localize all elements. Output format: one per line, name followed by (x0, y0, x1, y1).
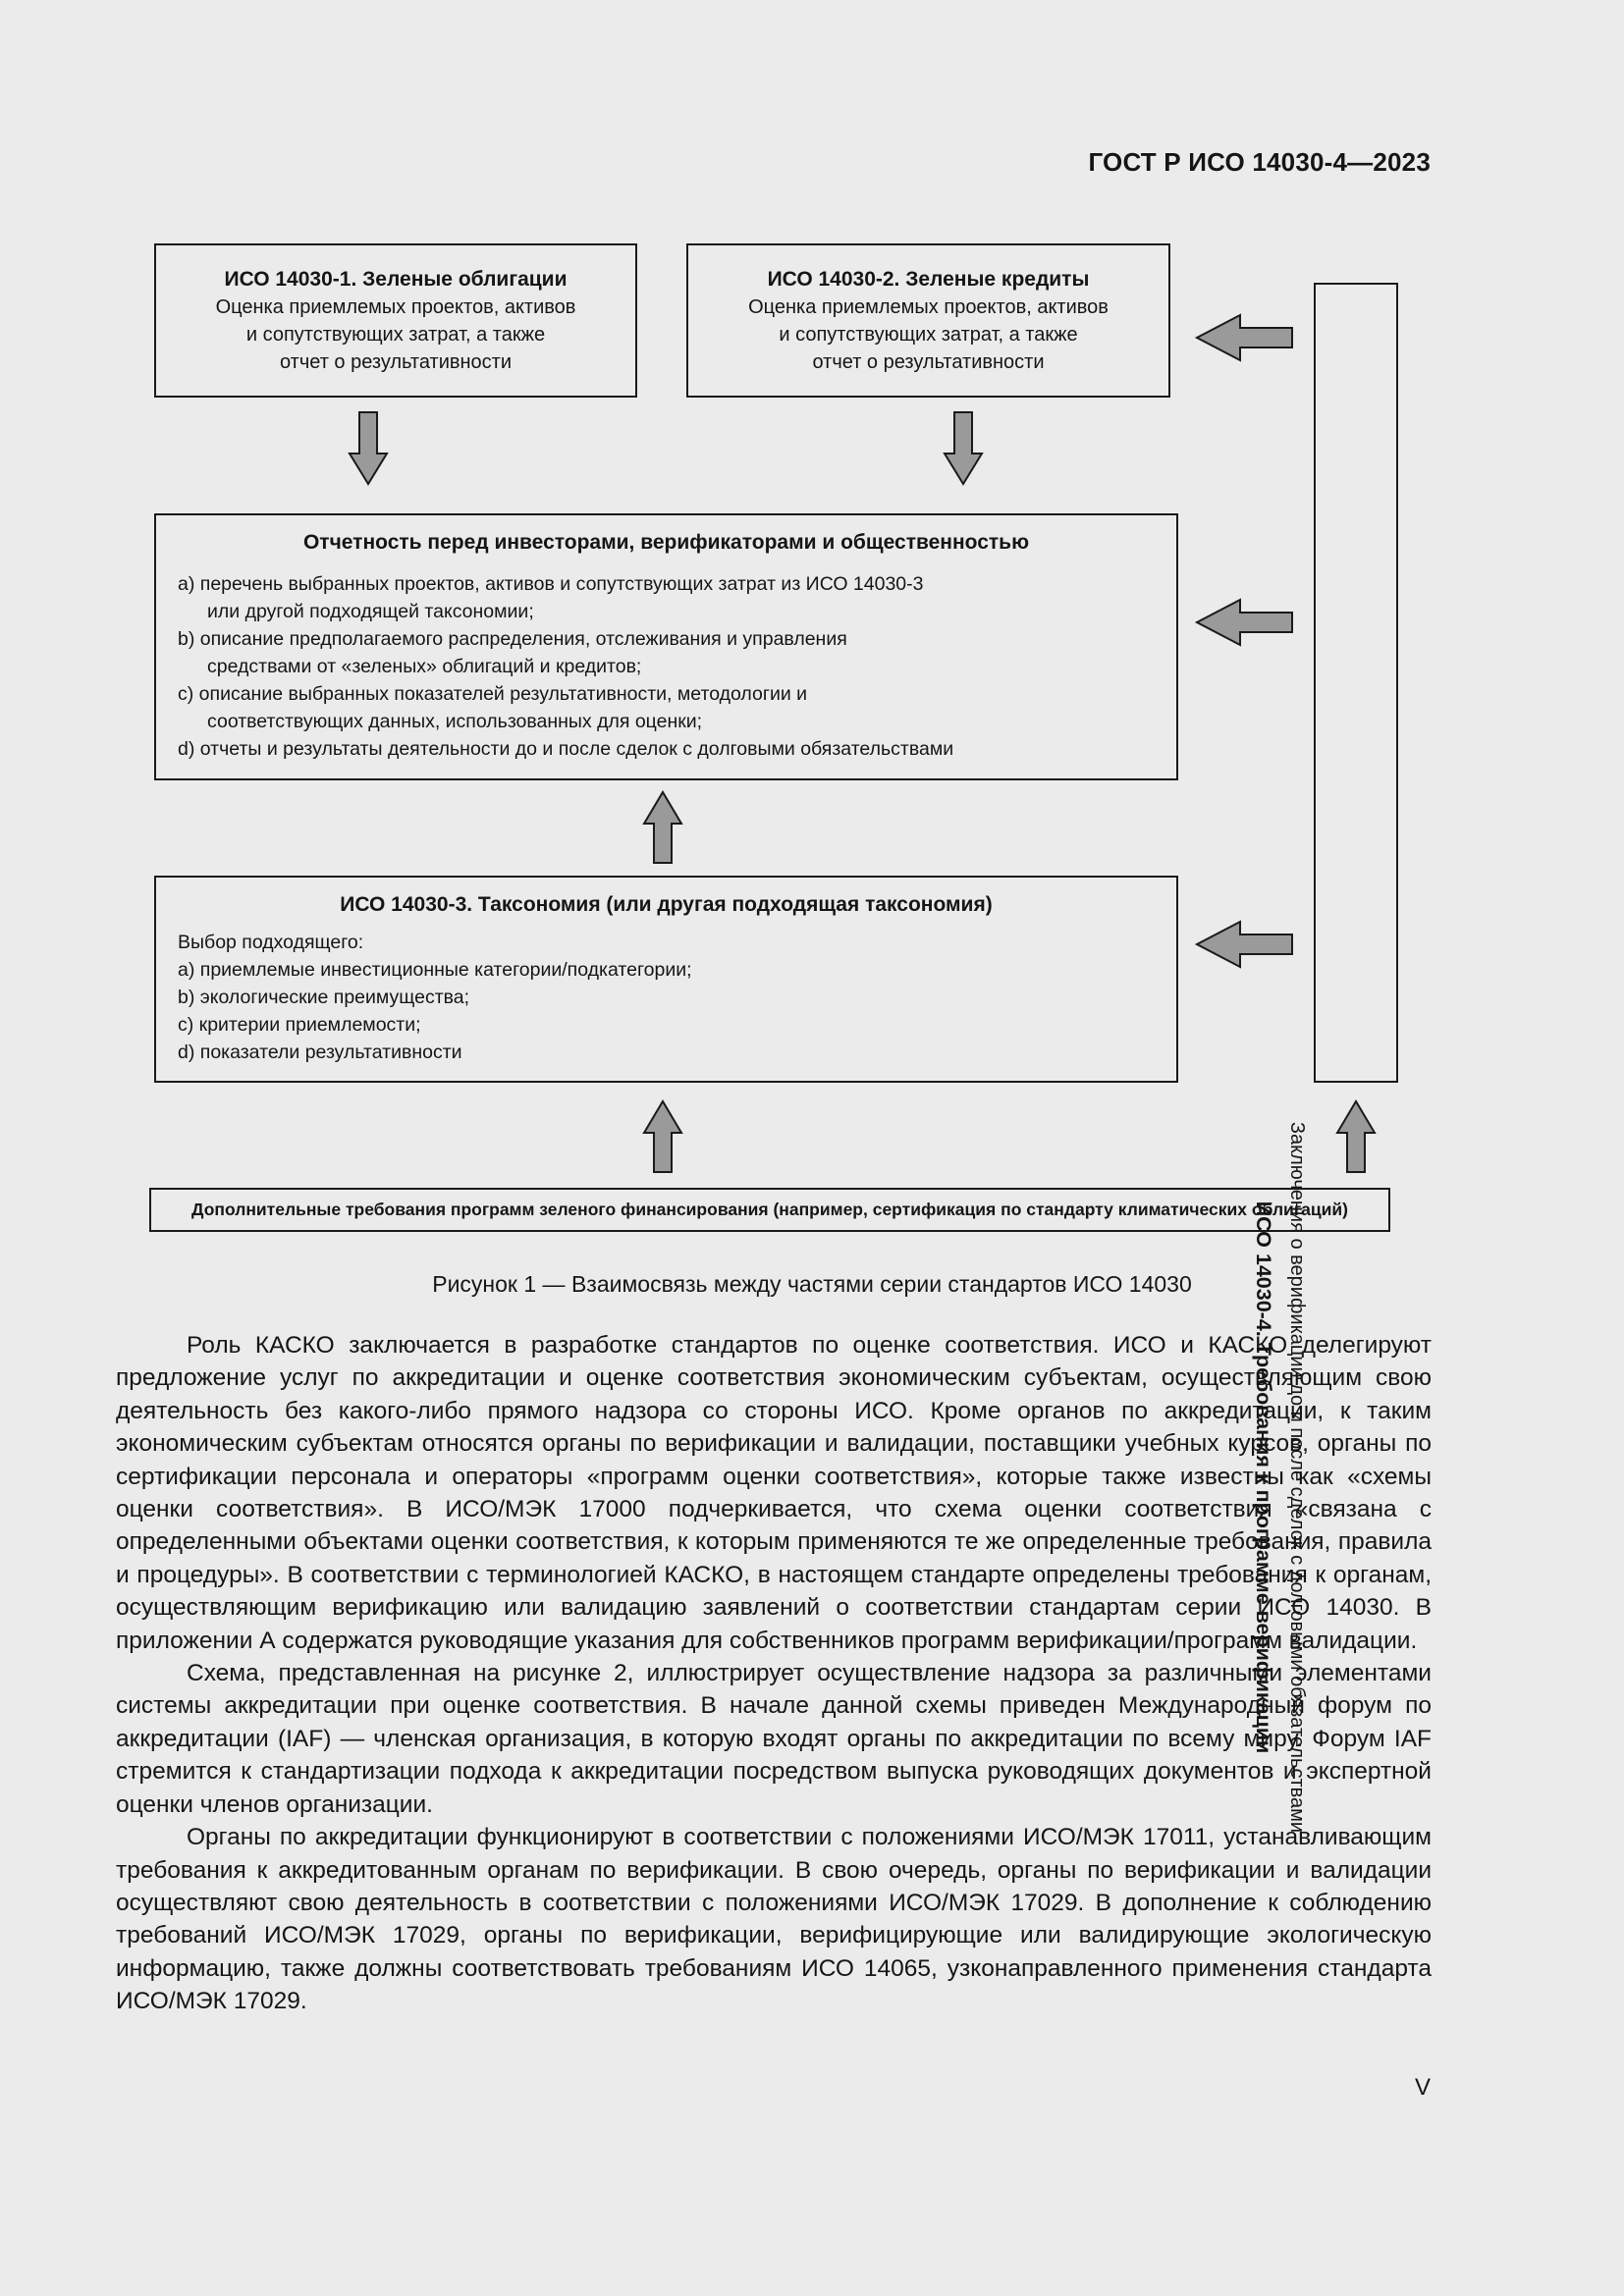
reporting-item-text: b) описание предполагаемого распределения, отслеживания и управления (178, 628, 847, 650)
taxonomy-item: c) критерии приемлемости; (178, 1014, 421, 1036)
iso-14030-4-subtitle: Заключения о верификации до и после сделок с долговыми обязательствами (1286, 1121, 1308, 1834)
body-text (116, 1329, 1432, 2018)
paragraph: Органы по аккредитации функционируют в соответствии с положениями ИСО/МЭК 17011, устанавливающим требования к аккредитованным органам по верификации. В свою очередь, органы по верификации и валидации осуществляют свою деятельность в соответствии с положениями ИСО/МЭК 17029. В дополнение к соблюдению требований ИСО/МЭК 17029, органы по верификации, верифицирующие или валидирующие экологическую информацию, также должны соответствовать требованиям ИСО 14065, узконаправленного применения стандарта ИСО/МЭК 17029. (116, 1824, 1432, 2015)
up-arrow-icon (644, 792, 681, 863)
reporting-item-text: c) описание выбранных показателей результативности, методологии и (178, 683, 808, 705)
iso-14030-2-line: отчет о результативности (812, 350, 1045, 373)
iso-14030-2-line: Оценка приемлемых проектов, активов (748, 295, 1109, 318)
left-arrow-icon (1197, 315, 1292, 360)
reporting-item-continuation: средствами от «зеленых» облигаций и кредитов; (207, 656, 642, 677)
left-arrow-icon (1197, 600, 1292, 645)
iso-14030-2-title: ИСО 14030-2. Зеленые кредиты (767, 267, 1090, 291)
figure-caption: Рисунок 1 — Взаимосвязь между частями серии стандартов ИСО 14030 (432, 1271, 1192, 1297)
page-number: V (1414, 2074, 1431, 2101)
taxonomy-item: b) экологические преимущества; (178, 987, 470, 1008)
paragraph: Роль КАСКО заключается в разработке стандартов по оценке соответствия. ИСО и КАСКО делегируют предложение услуг по аккредитации и оценке соответствия экономическим субъектам, осуществляющим свою деятельность без какого-либо прямого надзора со стороны ИСО. Кроме органов по аккредитации, к таким экономическим субъектам относятся органы по верификации и валидации, поставщики учебных курсов, органы по сертификации персонала и операторы «программ оценки соответствия», которые также известны как «схемы оценки соответствия». В ИСО/МЭК 17000 подчеркивается, что схема оценки соответствия «связана с определенными объектами оценки соответствия, к которым применяются те же определенные требования, правила и процедуры». В соответствии с терминологией КАСКО, в настоящем стандарте определены требования к органам, осуществляющим верификацию или валидацию заявлений о соответствии стандартам серии ИСО 14030. В приложении А содержатся руководящие указания для собственников программ верификации/программ валидации. (116, 1332, 1432, 1654)
iso-14030-1-title: ИСО 14030-1. Зеленые облигации (224, 267, 568, 291)
reporting-item-text: a) перечень выбранных проектов, активов и сопутствующих затрат из ИСО 14030-3 (178, 573, 924, 595)
up-arrow-icon (1337, 1101, 1375, 1172)
paragraph: Схема, представленная на рисунке 2, иллюстрирует осуществление надзора за различными элементами системы аккредитации при оценке соответствия. В начале данной схемы приведен Международный форум по аккредитации (IAF) — членская организация, в которую входят органы по аккредитации по всему миру. Форум IAF стремится к стандартизации подхода к аккредитации посредством выпуска руководящих документов и экспертной оценки членов организации. (116, 1660, 1432, 1818)
iso-14030-4-title: ИСО 14030-4. Требования к программе верификации (1252, 1201, 1275, 1754)
reporting-item-text: d) отчеты и результаты деятельности до и после сделок с долговыми обязательствами (178, 738, 954, 760)
iso-14030-1-line: и сопутствующих затрат, а также (245, 323, 546, 346)
taxonomy-item: a) приемлемые инвестиционные категории/подкатегории; (178, 959, 692, 981)
taxonomy-title: ИСО 14030-3. Таксономия (или другая подходящая таксономия) (340, 893, 993, 916)
left-arrow-icon (1197, 922, 1292, 967)
reporting-item-continuation: соответствующих данных, использованных для оценки; (207, 711, 703, 732)
reporting-item-continuation: или другой подходящей таксономии; (207, 601, 534, 622)
additional-requirements-box: Дополнительные требования программ зеленого финансирования (например, сертификация по стандарту климатических облигаций) (149, 1188, 1390, 1232)
iso-14030-1-line: Оценка приемлемых проектов, активов (215, 295, 576, 318)
down-arrow-icon (945, 412, 982, 484)
taxonomy-item: Выбор подходящего: (178, 932, 364, 953)
iso-14030-2-line: и сопутствующих затрат, а также (779, 323, 1078, 346)
taxonomy-item: d) показатели результативности (178, 1041, 462, 1063)
reporting-title: Отчетность перед инвесторами, верификаторами и общественностью (302, 531, 1030, 554)
iso-14030-1-line: отчет о результативности (279, 350, 513, 373)
down-arrow-icon (350, 412, 387, 484)
up-arrow-icon (644, 1101, 681, 1172)
document-code: ГОСТ Р ИСО 14030-4—2023 (1088, 147, 1431, 177)
